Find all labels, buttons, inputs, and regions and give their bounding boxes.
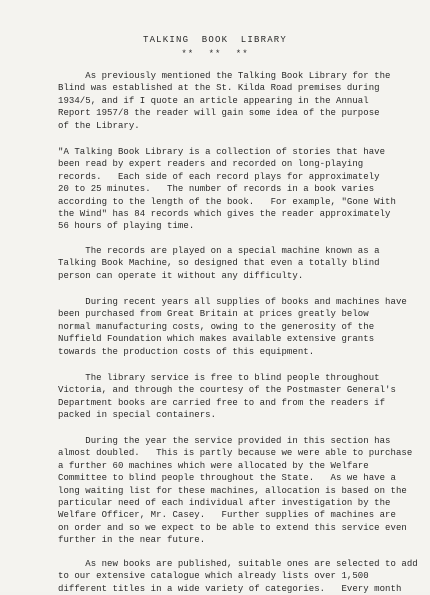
text-line: particular need of each individual after investigation by the <box>58 497 391 508</box>
paragraph <box>58 435 428 547</box>
text-line: further in the near future. <box>58 535 206 546</box>
text-line: During recent years all supplies of books and machines have <box>58 297 407 307</box>
text-line: Nuffield Foundation which makes available extensive grants <box>58 334 375 345</box>
text-line: 1934/5, and if I quote an article appearing in the Annual <box>58 95 369 106</box>
text-line: according to the length of the book. For example, "Gone With <box>58 196 396 207</box>
text-line: to our extensive catalogue which already lists over 1,500 <box>58 571 369 582</box>
text-line: the Wind" has 84 records which gives the reader approximately <box>58 208 391 219</box>
section-separator: ** ** ** <box>181 49 249 59</box>
paragraph <box>58 245 428 282</box>
paragraph <box>58 70 428 132</box>
paragraph <box>58 146 428 233</box>
text-line: almost doubled. This is partly because we were able to purchase <box>58 448 413 459</box>
text-line: The records are played on a special machine known as a <box>58 246 380 256</box>
text-line: Report 1957/8 the reader will gain some idea of the purpose <box>58 108 380 119</box>
paragraph <box>58 558 428 595</box>
text-line: Blind was established at the St. Kilda Road premises during <box>58 83 380 94</box>
text-line: records. Each side of each record plays for approximately <box>58 171 380 182</box>
text-line: As previously mentioned the Talking Book Library for the <box>58 71 391 81</box>
text-line: different titles in a wide variety of categories. Every month <box>58 583 402 594</box>
document-title: TALKING BOOK LIBRARY <box>142 35 288 45</box>
text-line: normal manufacturing costs, owing to the generosity of the <box>58 321 375 332</box>
text-line: 20 to 25 minutes. The number of records in a book varies <box>58 184 375 195</box>
text-line: Victoria, and through the courtesy of the Postmaster General's <box>58 385 396 396</box>
text-line: Committee to blind people throughout the State. As we have a <box>58 473 396 484</box>
text-line: long waiting list for these machines, allocation is based on the <box>58 485 407 496</box>
paragraph <box>58 372 428 422</box>
text-line: packed in special containers. <box>58 410 217 421</box>
text-line: 56 hours of playing time. <box>58 221 195 232</box>
text-line: Talking Book Machine, so designed that even a totally blind <box>58 258 380 269</box>
text-line: Department books are carried free to and from the readers if <box>58 397 386 408</box>
text-line: Welfare Officer, Mr. Casey. Further supplies of machines are <box>58 510 396 521</box>
text-line: on order and so we expect to be able to extend this service even <box>58 522 407 533</box>
text-line: As new books are published, suitable ones are selected to add <box>58 559 418 569</box>
text-line: person can operate it without any difficulty. <box>58 270 304 281</box>
text-line: The library service is free to blind people throughout <box>58 373 380 383</box>
text-line: been purchased from Great Britain at prices greatly below <box>58 309 369 320</box>
text-line: During the year the service provided in this section has <box>58 436 391 446</box>
text-line: a further 60 machines which were allocated by the Welfare <box>58 460 369 471</box>
text-line: towards the production costs of this equipment. <box>58 346 315 357</box>
text-line: "A Talking Book Library is a collection of stories that have <box>58 147 386 157</box>
text-line: of the Library. <box>58 120 140 131</box>
paragraph <box>58 296 428 358</box>
text-line: been read by expert readers and recorded on long-playing <box>58 159 364 170</box>
